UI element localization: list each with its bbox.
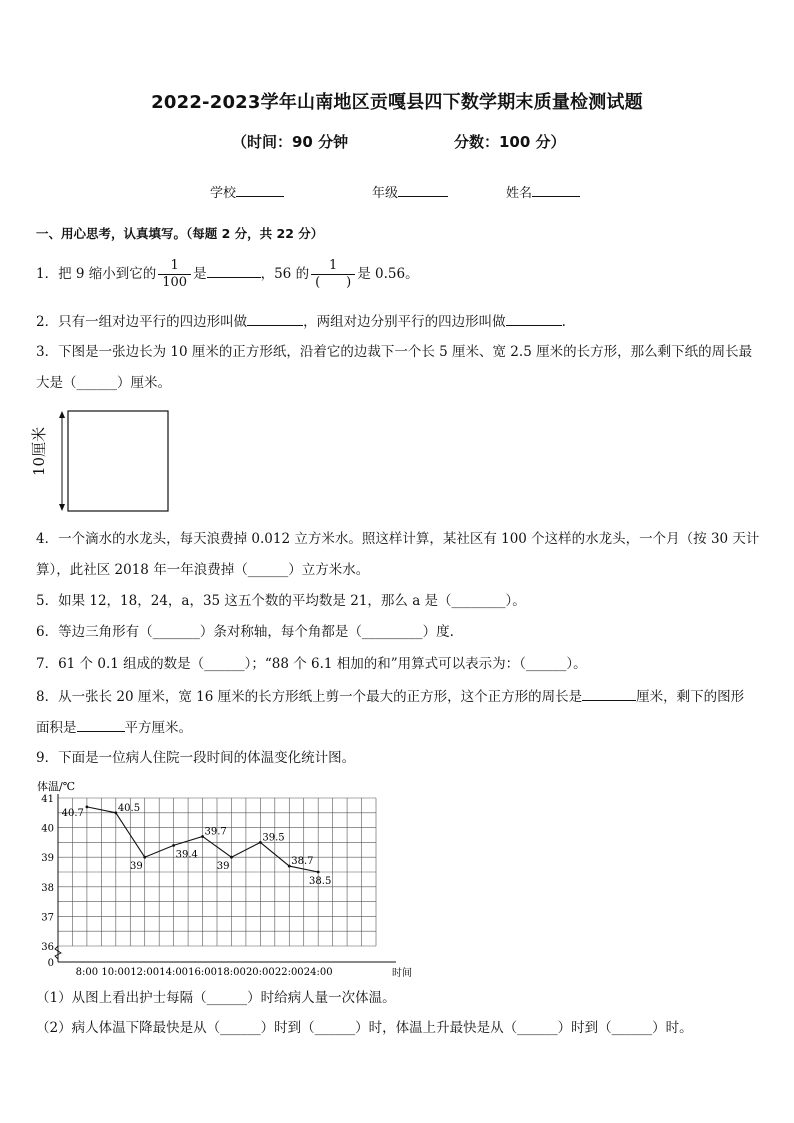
y-axis-label: 体温/℃ [37,780,76,793]
fraction-numerator: 1 [170,258,179,273]
square-paper [68,411,168,511]
question-4-line-2: 算），此社区 2018 年一年浪费掉（______）立方米水。 [36,562,370,578]
data-label: 39.5 [262,832,285,844]
data-label: 40.7 [61,807,84,819]
x-tick-label: 14:00 [159,967,189,978]
data-point [230,856,233,859]
question-1 [36,258,419,291]
question-3-line-2: 大是（______）厘米。 [36,375,171,391]
q8-text-d: 平方厘米。 [124,720,192,736]
data-point [86,805,89,808]
grade-label: 年级 [372,186,399,201]
data-point [172,844,175,847]
q2-text-a: 2．只有一组对边平行的四边形叫做 [36,314,248,330]
section-heading: 一、用心思考，认真填写。（每题 2 分，共 22 分） [36,226,324,241]
data-label: 38.7 [291,856,314,868]
school-label: 学校 [210,186,237,201]
school-blank[interactable] [236,182,284,197]
data-label: 39 [129,861,143,873]
name-field [506,182,580,201]
arrow-down-icon [59,504,65,511]
exam-time: （时间：90 分钟 [232,133,349,151]
question-9-sub-2: （2）病人体温下降最快是从（______）时到（______）时，体温上升最快是从（______）时到（______）时。 [36,1020,693,1036]
square-side-label: 10厘米 [30,426,48,476]
q8-blank-2[interactable] [77,717,125,732]
q8-text-c: 面积是 [36,720,77,736]
q2-blank-2[interactable] [506,311,562,326]
data-label: 39 [216,861,230,873]
school-field [210,182,284,201]
y-tick-label: 37 [41,912,54,924]
exam-score: 分数：100 分） [454,133,566,151]
data-label: 39.4 [175,849,198,861]
question-2 [36,311,566,332]
q1-text-d: 是 0.56。 [357,266,419,282]
x-tick-label: 16:00 [188,967,217,978]
question-6: 6．等边三角形有（_______）条对称轴，每个角都是（_________）度. [36,624,454,640]
data-point [259,841,262,844]
x-tick-label: 20:00 [245,967,275,978]
grade-blank[interactable] [398,182,448,197]
x-tick-label: 8:00 [75,967,99,978]
q1-text-b: 是 [193,266,207,282]
fraction-denominator-blank[interactable]: ( ) [311,274,355,291]
y-tick-label: 39 [41,853,54,865]
q8-blank-1[interactable] [582,686,636,701]
fraction-1-blank [311,258,355,291]
x-tick-label: 12:00 [130,967,160,978]
data-point [201,835,204,838]
question-8-line-2 [36,717,192,738]
question-7: 7．61 个 0.1 组成的数是（______）；“88 个 6.1 相加的和”用算式可以表示为：（______）。 [36,656,587,672]
y-tick-label-zero: 0 [47,958,54,969]
name-label: 姓名 [506,186,533,201]
fraction-numerator: 1 [329,258,338,273]
y-tick-label: 36 [41,942,54,953]
arrow-up-icon [59,411,65,418]
data-label: 40.5 [117,802,141,814]
data-point [143,856,146,859]
data-label: 38.5 [309,876,332,887]
q8-text-b: 厘米，剩下的图形 [636,689,745,705]
x-tick-label: 18:00 [217,967,246,978]
data-point [288,865,291,868]
q2-text-b: ，两组对边分别平行的四边形叫做 [303,314,506,330]
q1-text-c: ，56 的 [260,266,310,282]
y-tick-label: 40 [41,823,54,835]
question-5: 5．如果 12，18，24，a，35 这五个数的平均数是 21，那么 a 是（________）。 [36,593,526,609]
x-tick-label: 22:00 [274,967,304,978]
grade-field [372,182,448,201]
question-9-sub-1: （1）从图上看出护士每隔（______）时给病人量一次体温。 [36,990,396,1006]
y-tick-label: 41 [41,794,54,805]
y-tick-label: 38 [41,882,54,894]
q8-text-a: 8．从一张长 20 厘米，宽 16 厘米的长方形纸上剪一个最大的正方形，这个正方形的周长是 [36,689,583,705]
question-3-line-1: 3．下图是一张边长为 10 厘米的正方形纸，沿着它的边裁下一个长 5 厘米、宽 2.5 厘米的长方形，那么剩下纸的周长最 [36,344,753,360]
data-point [317,871,320,874]
x-tick-label: 10:00 [101,967,131,978]
fraction-1-100 [158,258,191,291]
q2-blank-1[interactable] [247,311,303,326]
page-title: 2022-2023学年山南地区贡嘎县四下数学期末质量检测试题 [151,92,643,113]
q2-text-c: . [561,314,566,330]
name-blank[interactable] [532,182,580,197]
square-figure [36,408,176,514]
x-axis-label: 时间 [392,968,412,979]
x-tick-label: 24:00 [303,967,333,978]
question-8-line-1 [36,686,744,707]
q1-text-a: 1．把 9 缩小到它的 [36,266,157,282]
data-label: 39.7 [204,826,227,838]
temperature-line-chart [28,770,412,982]
q1-blank[interactable] [207,263,261,278]
data-point [114,811,117,814]
fraction-denominator: 100 [158,274,191,291]
question-9: 9．下面是一位病人住院一段时间的体温变化统计图。 [36,750,356,766]
question-4-line-1: 4．一个滴水的水龙头，每天浪费掉 0.012 立方米水。照这样计算，某社区有 100 个这样的水龙头，一个月（按 30 天计 [36,531,760,547]
